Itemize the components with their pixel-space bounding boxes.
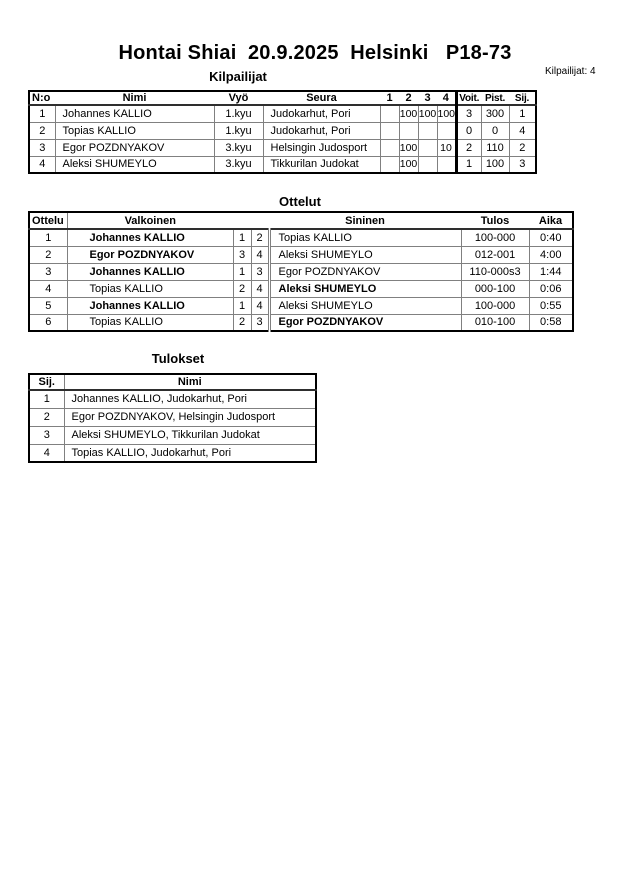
col-header-no: N:o [29, 91, 55, 105]
cell-sij: 3 [509, 156, 536, 173]
cell-aika: 0:58 [529, 314, 573, 331]
cell-sininen: Egor POZDNYAKOV [269, 263, 461, 280]
cell-pist: 110 [481, 139, 509, 156]
cell-nimi: Johannes KALLIO, Judokarhut, Pori [64, 390, 316, 408]
cell-nimi: Aleksi SHUMEYLO, Tikkurilan Judokat [64, 426, 316, 444]
match-row [29, 314, 573, 331]
cell-blue-no: 4 [251, 280, 269, 297]
cell-aika: 1:44 [529, 263, 573, 280]
cell-white-no: 1 [233, 297, 251, 314]
cell-round-3 [418, 156, 437, 173]
cell-round-4: 100 [437, 105, 456, 122]
cell-voit: 0 [456, 122, 481, 139]
competitors-header-row [29, 91, 536, 105]
cell-no: 4 [29, 156, 55, 173]
cell-tulos: 010-100 [461, 314, 529, 331]
competitor-row [29, 105, 536, 122]
cell-blue-no: 4 [251, 297, 269, 314]
cell-seura: Helsingin Judosport [263, 139, 380, 156]
cell-sij: 1 [29, 390, 64, 408]
cell-pist: 0 [481, 122, 509, 139]
cell-tulos: 100-000 [461, 297, 529, 314]
match-row [29, 246, 573, 263]
cell-nimi: Aleksi SHUMEYLO [55, 156, 214, 173]
cell-round-4: 10 [437, 139, 456, 156]
cell-no: 2 [29, 122, 55, 139]
col-header-valkoinen: Valkoinen [67, 212, 233, 229]
cell-tulos: 100-000 [461, 229, 529, 246]
cell-round-2: 100 [399, 139, 418, 156]
cell-sij: 2 [509, 139, 536, 156]
match-row [29, 280, 573, 297]
cell-ottelu: 2 [29, 246, 67, 263]
cell-sij: 3 [29, 426, 64, 444]
result-row [29, 444, 316, 462]
cell-sininen: Aleksi SHUMEYLO [269, 297, 461, 314]
cell-sininen: Aleksi SHUMEYLO [269, 246, 461, 263]
col-header-sij: Sij. [509, 91, 536, 105]
cell-round-3 [418, 122, 437, 139]
cell-round-2: 100 [399, 156, 418, 173]
cell-sininen: Aleksi SHUMEYLO [269, 280, 461, 297]
col-header-blue-no [251, 212, 269, 229]
cell-seura: Judokarhut, Pori [263, 105, 380, 122]
cell-round-3: 100 [418, 105, 437, 122]
cell-nimi: Topias KALLIO [55, 122, 214, 139]
cell-aika: 0:55 [529, 297, 573, 314]
cell-white-no: 2 [233, 314, 251, 331]
cell-ottelu: 6 [29, 314, 67, 331]
match-row [29, 263, 573, 280]
col-header-aika: Aika [529, 212, 573, 229]
cell-round-1 [380, 139, 399, 156]
cell-vyo: 3.kyu [214, 139, 263, 156]
cell-round-2 [399, 122, 418, 139]
cell-voit: 3 [456, 105, 481, 122]
cell-ottelu: 5 [29, 297, 67, 314]
cell-pist: 100 [481, 156, 509, 173]
cell-tulos: 000-100 [461, 280, 529, 297]
cell-blue-no: 3 [251, 263, 269, 280]
col-header-voit: Voit. [456, 91, 481, 105]
cell-sininen: Topias KALLIO [269, 229, 461, 246]
results-table [28, 373, 317, 463]
cell-tulos: 110-000s3 [461, 263, 529, 280]
cell-round-4 [437, 156, 456, 173]
cell-valkoinen: Topias KALLIO [67, 280, 233, 297]
cell-nimi: Johannes KALLIO [55, 105, 214, 122]
cell-no: 1 [29, 105, 55, 122]
cell-round-2: 100 [399, 105, 418, 122]
cell-white-no: 2 [233, 280, 251, 297]
cell-vyo: 3.kyu [214, 156, 263, 173]
section-label-results: Tulokset [151, 351, 205, 366]
cell-ottelu: 1 [29, 229, 67, 246]
cell-blue-no: 3 [251, 314, 269, 331]
col-header-seura: Seura [263, 91, 380, 105]
cell-valkoinen: Egor POZDNYAKOV [67, 246, 233, 263]
cell-sininen: Egor POZDNYAKOV [269, 314, 461, 331]
cell-sij: 2 [29, 408, 64, 426]
match-row [29, 297, 573, 314]
match-row [29, 229, 573, 246]
cell-vyo: 1.kyu [214, 122, 263, 139]
result-row [29, 408, 316, 426]
col-header-ottelu: Ottelu [29, 212, 67, 229]
competitor-row [29, 156, 536, 173]
result-row [29, 426, 316, 444]
cell-nimi: Egor POZDNYAKOV [55, 139, 214, 156]
cell-white-no: 3 [233, 246, 251, 263]
cell-white-no: 1 [233, 229, 251, 246]
cell-sij: 4 [509, 122, 536, 139]
result-row [29, 390, 316, 408]
col-header-round-2: 2 [399, 91, 418, 105]
cell-valkoinen: Johannes KALLIO [67, 229, 233, 246]
col-header-round-1: 1 [380, 91, 399, 105]
cell-ottelu: 4 [29, 280, 67, 297]
cell-no: 3 [29, 139, 55, 156]
cell-aika: 0:40 [529, 229, 573, 246]
cell-valkoinen: Johannes KALLIO [67, 263, 233, 280]
cell-blue-no: 4 [251, 246, 269, 263]
cell-voit: 2 [456, 139, 481, 156]
cell-pist: 300 [481, 105, 509, 122]
section-label-competitors: Kilpailijat [209, 69, 267, 84]
cell-nimi: Topias KALLIO, Judokarhut, Pori [64, 444, 316, 462]
col-header-tulos: Tulos [461, 212, 529, 229]
col-header-sij: Sij. [29, 374, 64, 390]
cell-sij: 1 [509, 105, 536, 122]
col-header-nimi: Nimi [64, 374, 316, 390]
cell-aika: 0:06 [529, 280, 573, 297]
col-header-sininen: Sininen [269, 212, 461, 229]
cell-blue-no: 2 [251, 229, 269, 246]
cell-white-no: 1 [233, 263, 251, 280]
col-header-nimi: Nimi [55, 91, 214, 105]
cell-round-1 [380, 122, 399, 139]
page-title: Hontai Shiai 20.9.2025 Helsinki P18-73 [118, 42, 512, 64]
cell-seura: Judokarhut, Pori [263, 122, 380, 139]
col-header-pist: Pist. [481, 91, 509, 105]
cell-valkoinen: Topias KALLIO [67, 314, 233, 331]
col-header-white-no [233, 212, 251, 229]
section-label-matches: Ottelut [279, 194, 321, 209]
competitor-row [29, 122, 536, 139]
cell-voit: 1 [456, 156, 481, 173]
cell-ottelu: 3 [29, 263, 67, 280]
col-header-vyo: Vyö [214, 91, 263, 105]
cell-aika: 4:00 [529, 246, 573, 263]
matches-table [28, 211, 574, 332]
competitors-table [28, 90, 537, 174]
matches-header-row [29, 212, 573, 229]
col-header-round-3: 3 [418, 91, 437, 105]
results-header-row [29, 374, 316, 390]
competitor-row [29, 139, 536, 156]
cell-nimi: Egor POZDNYAKOV, Helsingin Judosport [64, 408, 316, 426]
cell-round-1 [380, 105, 399, 122]
cell-tulos: 012-001 [461, 246, 529, 263]
cell-sij: 4 [29, 444, 64, 462]
col-header-round-4: 4 [437, 91, 456, 105]
cell-valkoinen: Johannes KALLIO [67, 297, 233, 314]
cell-round-1 [380, 156, 399, 173]
cell-vyo: 1.kyu [214, 105, 263, 122]
competitor-count-label: Kilpailijat: 4 [545, 66, 596, 77]
cell-round-4 [437, 122, 456, 139]
cell-round-3 [418, 139, 437, 156]
cell-seura: Tikkurilan Judokat [263, 156, 380, 173]
